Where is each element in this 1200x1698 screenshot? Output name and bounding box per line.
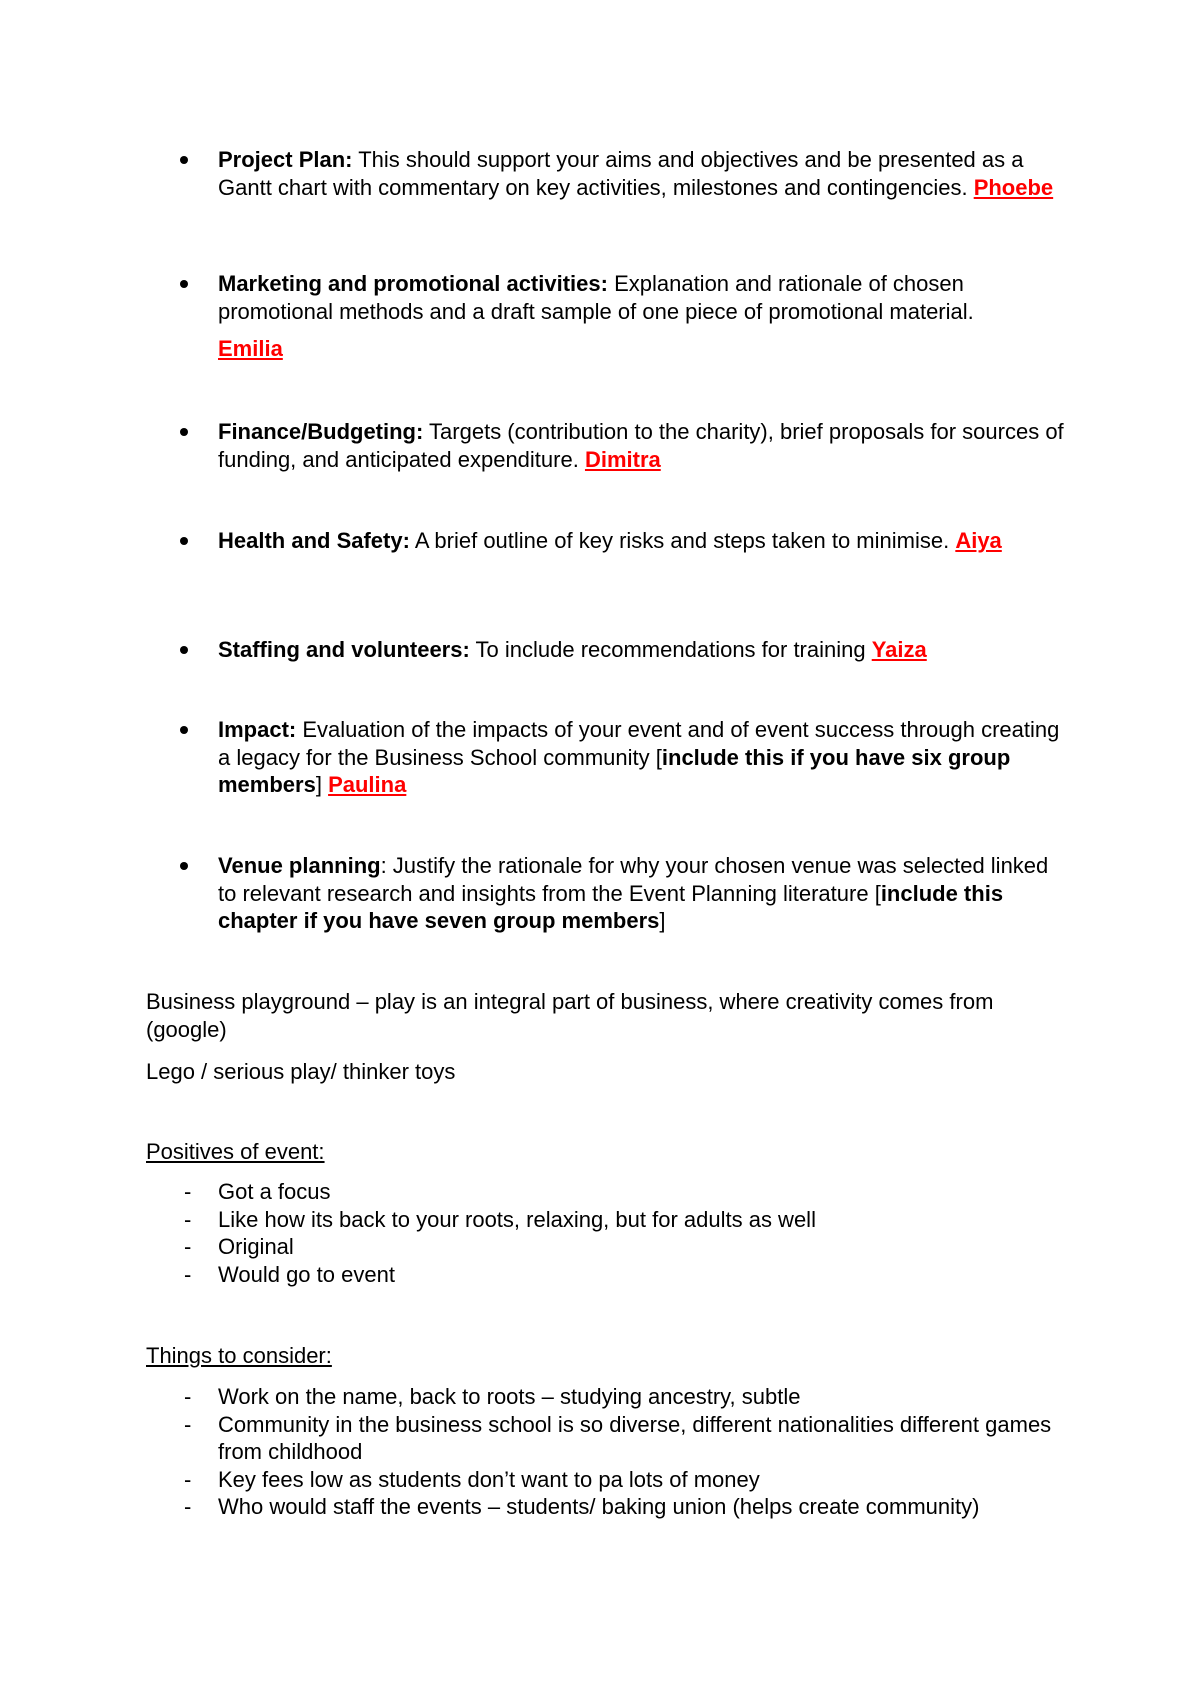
section-description: Explanation and rationale of chosen promotional methods and a draft sample of one piece of promotional material. bbox=[218, 271, 974, 324]
list-item bbox=[218, 270, 1068, 363]
list-item bbox=[218, 716, 1068, 799]
considerations-heading: Things to consider: bbox=[146, 1343, 332, 1368]
bullet-icon bbox=[180, 862, 188, 870]
bullet-icon bbox=[180, 537, 188, 545]
list-item bbox=[146, 1383, 1076, 1411]
section-description-end: ] bbox=[315, 772, 329, 797]
bullet-icon bbox=[180, 156, 188, 164]
business-playground-note: Business playground – play is an integral part of business, where creativity comes from (google) bbox=[146, 989, 994, 1042]
bullet-icon bbox=[180, 428, 188, 436]
list-item-text: Key fees low as students don’t want to pa lots of money bbox=[218, 1466, 760, 1492]
assignee-name: Emilia bbox=[218, 336, 283, 361]
bullet-icon bbox=[180, 646, 188, 654]
section-description: : Justify the rationale for why your chosen venue was selected linked to relevant research and insights from the Event Planning literature [ bbox=[218, 853, 1049, 906]
bullet-icon bbox=[180, 726, 188, 734]
list-item-text: Got a focus bbox=[218, 1179, 331, 1204]
list-item-text: Who would staff the events – students/ baking union (helps create community) bbox=[218, 1494, 980, 1519]
list-item bbox=[218, 418, 1068, 473]
assignee-name: Dimitra bbox=[584, 446, 661, 472]
list-item bbox=[218, 527, 1068, 555]
list-item-text: Work on the name, back to roots – studying ancestry, subtle bbox=[218, 1384, 801, 1409]
section-description: To include recommendations for training bbox=[469, 637, 872, 662]
list-item bbox=[218, 852, 1068, 935]
section-note: include this chapter if you have seven group members bbox=[218, 880, 1004, 933]
list-item bbox=[146, 1411, 1076, 1466]
dash-icon: - bbox=[184, 1261, 192, 1287]
considerations-list bbox=[146, 1383, 1076, 1521]
section-title: Health and Safety: bbox=[218, 528, 410, 553]
list-item bbox=[146, 1261, 1076, 1289]
list-item-text: Original bbox=[218, 1234, 294, 1259]
list-item bbox=[146, 1206, 1076, 1234]
list-item bbox=[146, 1233, 1076, 1261]
section-title: Impact: bbox=[218, 717, 297, 742]
dash-icon: - bbox=[184, 1466, 192, 1492]
assignee-name: Yaiza bbox=[871, 637, 927, 662]
list-item-text: Community in the business school is so diverse, different nationalities different games from childhood bbox=[218, 1411, 1052, 1464]
section-note: include this if you have six group members bbox=[218, 744, 1011, 797]
list-item bbox=[146, 1178, 1076, 1206]
list-item-text: Like how its back to your roots, relaxing, but for adults as well bbox=[218, 1206, 816, 1232]
list-item bbox=[218, 146, 1068, 201]
list-item bbox=[218, 636, 1068, 664]
section-description: Targets (contribution to the charity), brief proposals for sources of funding, and anticipated expenditure. bbox=[218, 419, 1064, 472]
dash-icon: - bbox=[184, 1234, 192, 1259]
section-title: Staffing and volunteers: bbox=[218, 637, 470, 662]
bullet-icon bbox=[180, 280, 188, 288]
section-title: Finance/Budgeting: bbox=[218, 419, 424, 444]
dash-icon: - bbox=[184, 1179, 192, 1204]
list-item bbox=[146, 1466, 1076, 1494]
section-title: Venue planning bbox=[218, 853, 381, 878]
assignee-name: Aiya bbox=[955, 528, 1002, 553]
list-item bbox=[146, 1493, 1076, 1521]
dash-icon: - bbox=[184, 1384, 192, 1409]
section-description: Evaluation of the impacts of your event and of event success through creating a legacy for the Business School community [ bbox=[218, 717, 1060, 770]
dash-icon: - bbox=[184, 1411, 192, 1437]
lego-note: Lego / serious play/ thinker toys bbox=[146, 1059, 456, 1084]
dash-icon: - bbox=[184, 1206, 192, 1232]
section-description-end: ] bbox=[659, 908, 666, 933]
section-description: This should support your aims and objectives and be presented as a Gantt chart with commentary on key activities, milestones and contingencies. bbox=[218, 147, 1024, 200]
section-description: A brief outline of key risks and steps taken to minimise. bbox=[409, 528, 956, 553]
section-title: Marketing and promotional activities: bbox=[218, 271, 608, 296]
dash-icon: - bbox=[184, 1494, 192, 1519]
positives-list bbox=[146, 1178, 1076, 1288]
section-title: Project Plan: bbox=[218, 147, 353, 172]
assignee-name: Phoebe bbox=[973, 174, 1054, 200]
assignee-name: Paulina bbox=[328, 772, 407, 797]
positives-heading: Positives of event: bbox=[146, 1139, 325, 1164]
list-item-text: Would go to event bbox=[218, 1261, 395, 1287]
